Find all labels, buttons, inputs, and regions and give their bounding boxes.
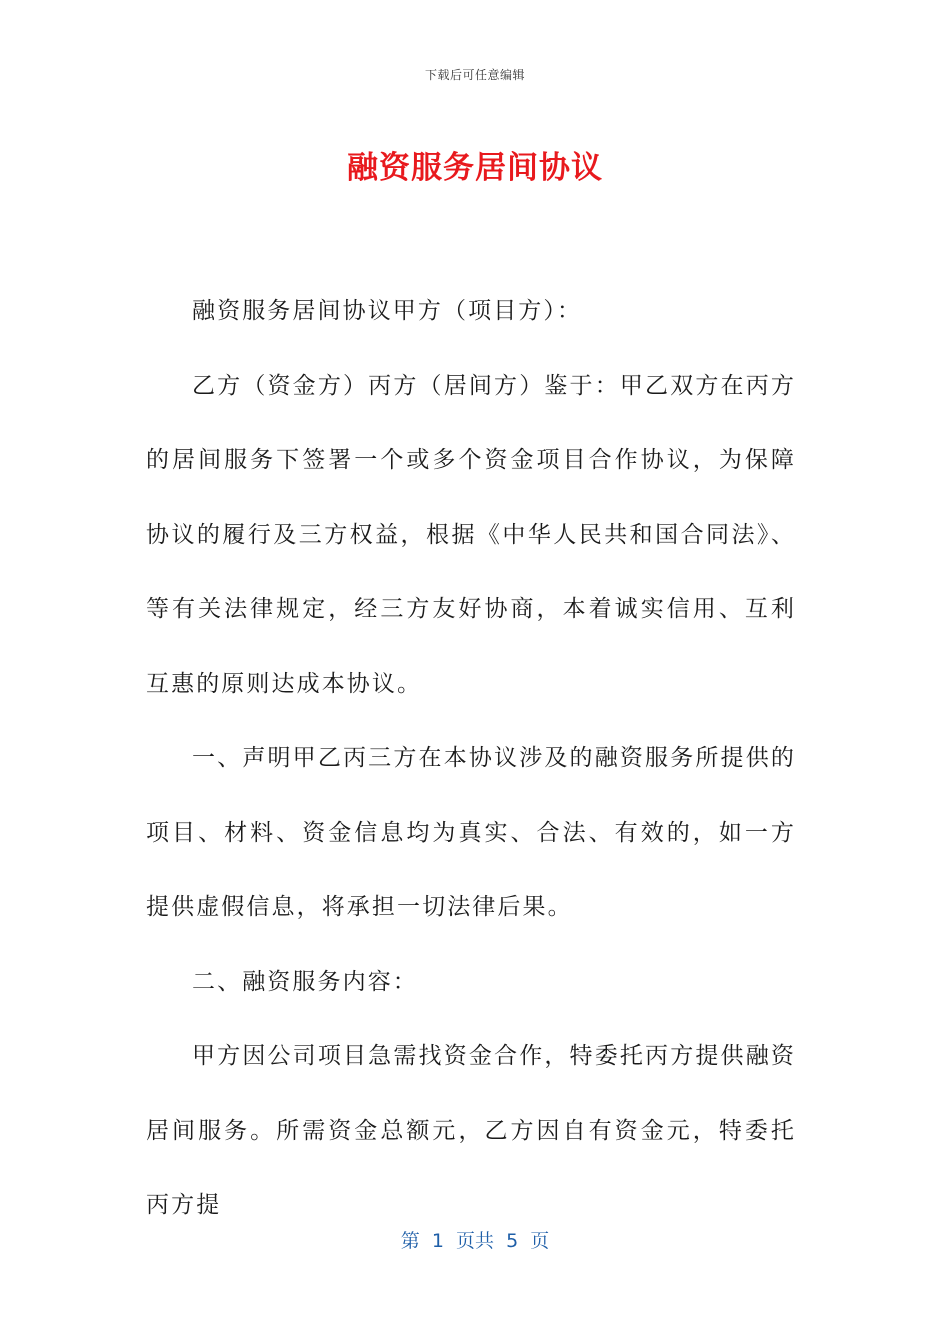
paragraph-section-two-heading: 二、融资服务内容： — [192, 968, 418, 995]
paragraph-recitals: 乙方（资金方）丙方（居间方）鉴于：甲乙双方在丙方的居间服务下签署一个或多个资金项目合作协议，为保障协议的履行及三方权益，根据《中华人民共和国合同法》、等有关法律规定，经三方友好协商，本着诚实信用、互利互惠的原则达成本协议。 — [146, 372, 796, 697]
paragraph-service-content: 甲方因公司项目急需找资金合作，特委托丙方提供融资居间服务。所需资金总额元，乙方因自有资金元，特委托丙方提 — [146, 1043, 796, 1218]
page-number-footer: 第 1 页共 5 页 — [400, 1230, 550, 1252]
paragraph-declaration: 一、声明甲乙丙三方在本协议涉及的融资服务所提供的项目、材料、资金信息均为真实、合法、有效的，如一方提供虚假信息，将承担一切法律后果。 — [146, 745, 796, 920]
paragraph-party-a: 融资服务居间协议甲方（项目方）： — [192, 298, 583, 324]
document-title: 融资服务居间协议 — [347, 150, 603, 186]
header-note: 下载后可任意编辑 — [424, 68, 525, 82]
document-body — [146, 274, 796, 1243]
